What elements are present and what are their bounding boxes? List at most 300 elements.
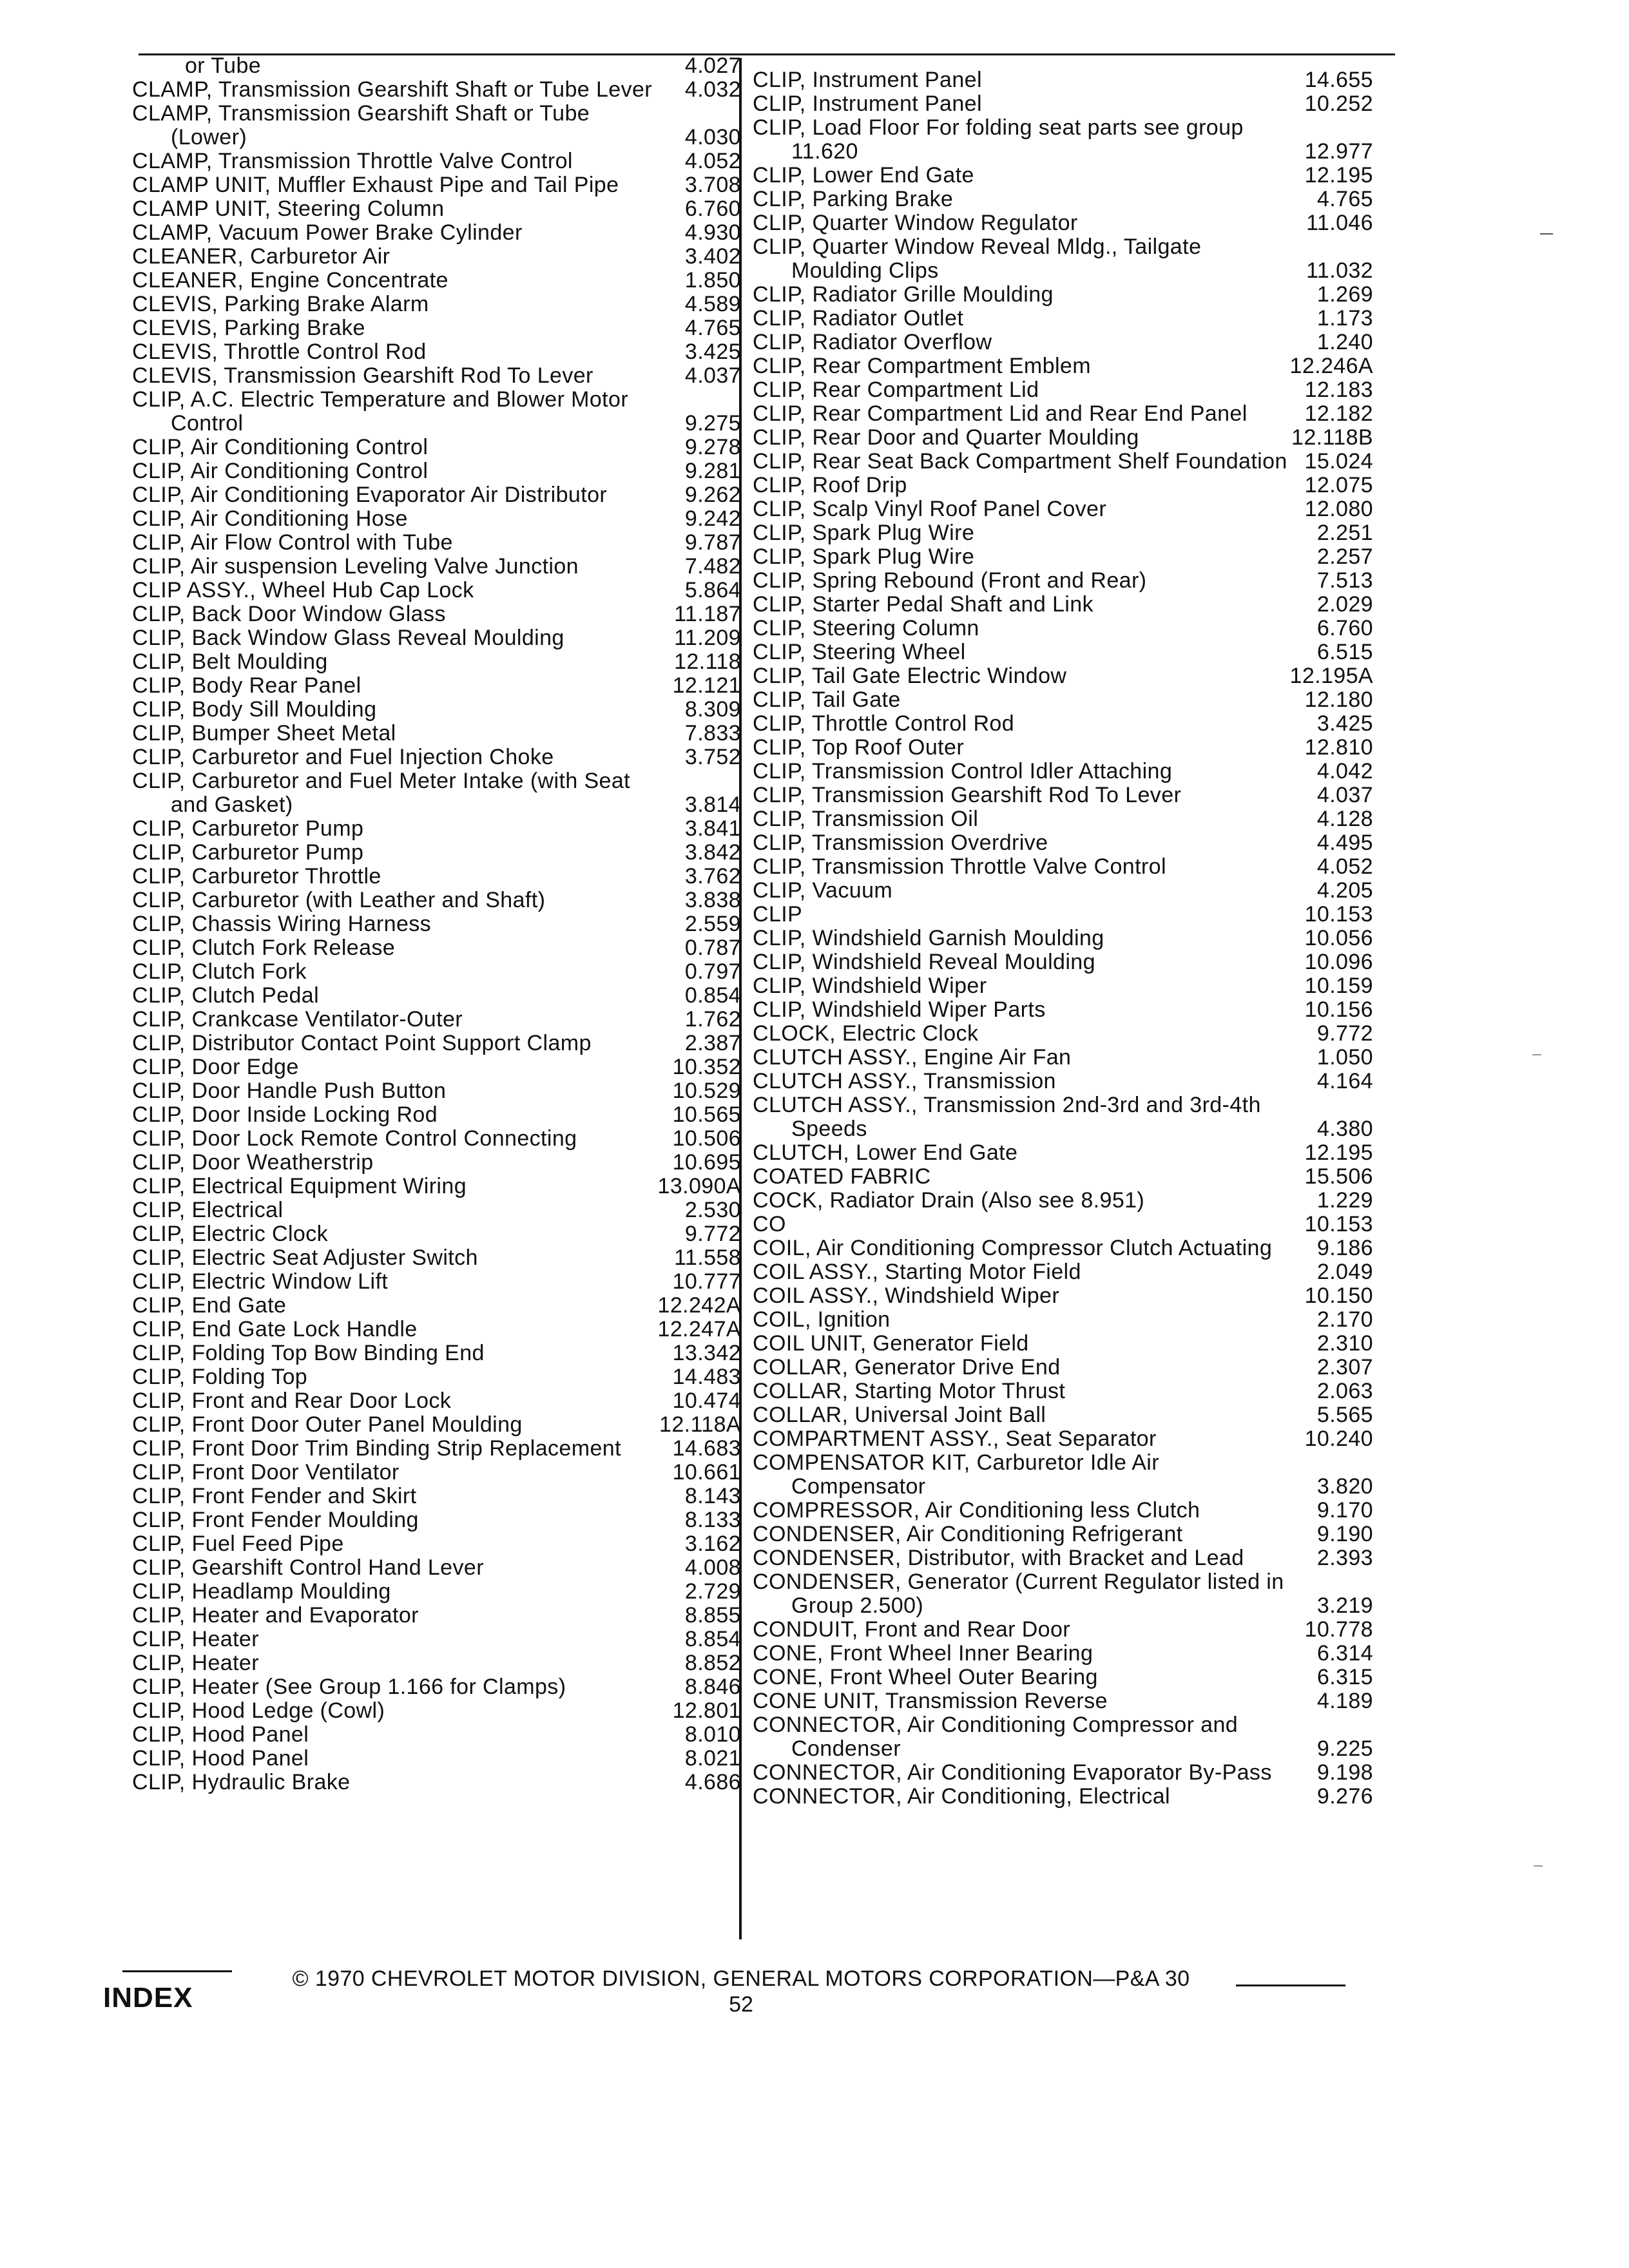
entry-page-ref: 10.252 [1304,91,1373,116]
entry-text: CLEANER, Engine Concentrate [132,268,448,293]
index-entry [753,783,1373,807]
index-entry [753,497,1373,521]
entry-page-ref: 2.063 [1316,1379,1373,1403]
index-entry [132,507,741,531]
entry-text: CLUTCH, Lower End Gate [753,1140,1018,1165]
entry-text: CONNECTOR, Air Conditioning, Electrical [753,1784,1170,1809]
entry-page-ref: 4.205 [1316,878,1373,903]
entry-page-ref: 12.118 [674,649,741,674]
entry-text: CLIP, Air Conditioning Control [132,459,429,483]
index-entry [132,984,741,1008]
entry-text: CLIP, Heater [132,1627,259,1651]
index-entry [753,1761,1373,1785]
index-entry [132,1246,741,1270]
entry-text: CLIP, Transmission Gearshift Rod To Lever [753,783,1182,807]
index-entry [753,1546,1373,1570]
index-entry [753,1356,1373,1379]
footer-rule-left [122,1970,232,1972]
entry-page-ref: 3.842 [684,840,741,865]
index-entry [132,579,741,602]
index-entry [753,1499,1373,1523]
entry-text: CLIP, Quarter Window Regulator [753,211,1078,235]
index-entry [753,950,1373,974]
entry-page-ref: 12.810 [1304,735,1373,760]
entry-page-ref: 3.402 [684,244,741,269]
entry-text: COIL UNIT, Generator Field [753,1331,1029,1356]
entry-page-ref: 8.021 [684,1746,741,1771]
entry-page-ref: 7.482 [684,554,741,579]
index-entry [132,1485,741,1508]
entry-page-ref: 3.425 [684,340,741,364]
entry-text: CLOCK, Electric Clock [753,1021,979,1046]
entry-text: CLIP, Spring Rebound (Front and Rear) [753,568,1147,593]
entry-text: CLIP, Spark Plug Wire [753,544,975,569]
entry-page-ref: 7.513 [1316,568,1373,593]
entry-page-ref: 15.024 [1304,449,1373,474]
entry-page-ref: 3.814 [684,793,741,817]
entry-text: CLIP, Roof Drip [753,473,907,497]
index-entry [753,664,1373,688]
entry-page-ref: 10.056 [1304,926,1373,950]
entry-page-ref: 10.352 [672,1055,741,1079]
index-entry [753,1165,1373,1189]
entry-text: CLIP, Fuel Feed Pipe [132,1532,344,1556]
entry-text: CLIP, Radiator Overflow [753,330,992,354]
entry-text: COIL, Ignition [753,1307,891,1332]
entry-text: CLIP, A.C. Electric Temperature and Blower Motor Control [132,387,635,436]
entry-page-ref: 12.080 [1304,497,1373,521]
entry-text: CLIP, Belt Moulding [132,649,328,674]
index-entry [132,388,741,436]
index-entry [753,1403,1373,1427]
entry-page-ref: 4.042 [1316,759,1373,783]
entry-text: CLIP, Front Door Ventilator [132,1460,400,1485]
index-entry [753,807,1373,831]
entry-text: COLLAR, Starting Motor Thrust [753,1379,1066,1403]
entry-text: CLIP [753,902,803,927]
entry-text: CLIP, Instrument Panel [753,91,982,116]
index-entry [753,617,1373,640]
entry-text: CLIP ASSY., Wheel Hub Cap Lock [132,578,474,602]
index-entry [753,1141,1373,1165]
entry-text: CLIP, Front Door Outer Panel Moulding [132,1412,523,1437]
index-entry [132,674,741,698]
index-entry [132,173,741,197]
entry-page-ref: 1.173 [1316,306,1373,331]
index-entry [132,197,741,221]
entry-page-ref: 3.162 [684,1532,741,1556]
index-entry [753,1451,1373,1499]
entry-text: CLIP, Carburetor Pump [132,840,364,865]
entry-page-ref: 10.506 [672,1126,741,1151]
index-entry [132,531,741,555]
entry-page-ref: 12.121 [672,673,741,698]
entry-text: CLIP, Scalp Vinyl Roof Panel Cover [753,497,1107,521]
entry-page-ref: 9.276 [1316,1784,1373,1809]
entry-page-ref: 8.133 [684,1508,741,1532]
index-entry [753,831,1373,855]
index-entry [753,307,1373,331]
entry-page-ref: 1.850 [684,268,741,293]
entry-page-ref: 9.262 [684,483,741,507]
entry-page-ref: 0.797 [684,959,741,984]
entry-text: CONDENSER, Generator (Current Regulator listed in Group 2.500) [753,1570,1291,1618]
entry-page-ref: 6.760 [684,197,741,221]
entry-text: CLIP, Electrical [132,1198,284,1222]
index-entry [753,545,1373,569]
index-entry [132,293,741,316]
entry-text: CONNECTOR, Air Conditioning Compressor and Condenser [753,1713,1244,1761]
entry-page-ref: 10.096 [1304,950,1373,974]
index-entry [132,1032,741,1055]
index-entry [753,712,1373,736]
index-entry [753,331,1373,354]
entry-text: CLIP, Electric Window Lift [132,1269,389,1294]
entry-text: CLIP, Windshield Wiper [753,974,987,998]
index-entry [753,736,1373,760]
index-entry [132,1723,741,1747]
entry-page-ref: 12.977 [1304,139,1373,164]
index-entry [132,1055,741,1079]
entry-page-ref: 10.156 [1304,997,1373,1022]
entry-text: CLIP, Heater (See Group 1.166 for Clamps) [132,1675,566,1699]
entry-text: COIL ASSY., Windshield Wiper [753,1283,1060,1308]
entry-page-ref: 10.150 [1304,1283,1373,1308]
entry-page-ref: 12.195 [1304,1140,1373,1165]
index-entry [132,1103,741,1127]
entry-page-ref: 11.558 [674,1245,741,1270]
entry-text: CLIP, Air Flow Control with Tube [132,530,453,555]
entry-page-ref: 10.778 [1304,1617,1373,1642]
entry-text: CLAMP UNIT, Muffler Exhaust Pipe and Tail Pipe [132,173,619,197]
entry-text: CLIP, Transmission Oil [753,807,979,831]
entry-text: CLIP, Front and Rear Door Lock [132,1389,452,1413]
entry-text: CLIP, Throttle Control Rod [753,711,1015,736]
entry-page-ref: 12.801 [672,1698,741,1723]
entry-page-ref: 12.075 [1304,473,1373,497]
entry-page-ref: 12.195 [1304,163,1373,187]
entry-text: CLEVIS, Parking Brake [132,316,365,340]
entry-page-ref: 0.854 [684,983,741,1008]
entry-text: CONE, Front Wheel Outer Bearing [753,1665,1098,1689]
entry-page-ref: 8.846 [684,1675,741,1699]
entry-text: CLIP, Quarter Window Reveal Mldg., Tailgate Moulding Clips [753,235,1208,283]
entry-text: CLIP, Body Sill Moulding [132,697,377,722]
footer-rule-right [1236,1984,1345,1986]
index-entry [753,640,1373,664]
entry-text: CONE, Front Wheel Inner Bearing [753,1641,1094,1666]
entry-page-ref: 2.729 [684,1579,741,1604]
entry-page-ref: 1.050 [1316,1045,1373,1070]
index-entry [753,1284,1373,1308]
index-entry [753,688,1373,712]
entry-page-ref: 14.655 [1304,68,1373,92]
entry-page-ref: 2.257 [1316,544,1373,569]
index-entry [132,865,741,889]
index-entry [753,211,1373,235]
index-entry [753,450,1373,474]
entry-page-ref: 8.854 [684,1627,741,1651]
entry-text: CLIP, Carburetor and Fuel Injection Choke [132,745,554,769]
entry-text: CLIP, Starter Pedal Shaft and Link [753,592,1094,617]
entry-page-ref: 2.251 [1316,521,1373,545]
index-entry [753,1523,1373,1546]
entry-text: CLAMP UNIT, Steering Column [132,197,445,221]
margin-mark [1532,1054,1541,1055]
index-entry [753,378,1373,402]
entry-page-ref: 9.198 [1316,1760,1373,1785]
index-entry [132,483,741,507]
entry-page-ref: 4.052 [1316,854,1373,879]
index-entry [132,102,741,149]
index-entry [132,1508,741,1532]
entry-text: CLIP, Folding Top Bow Binding End [132,1341,485,1365]
entry-text: CLUTCH ASSY., Engine Air Fan [753,1045,1072,1070]
index-entry [753,1070,1373,1093]
entry-page-ref: 4.027 [684,53,741,78]
index-entry [753,1236,1373,1260]
entry-text: CLIP, Door Handle Push Button [132,1079,447,1103]
entry-page-ref: 2.170 [1316,1307,1373,1332]
entry-page-ref: 4.052 [684,149,741,173]
entry-page-ref: 7.833 [684,721,741,745]
entry-text: CLEVIS, Transmission Gearshift Rod To Lever [132,363,593,388]
page-number: 52 [729,1992,753,2017]
entry-page-ref: 11.032 [1306,258,1373,283]
entry-text: CLIP, Back Window Glass Reveal Moulding [132,626,564,650]
index-entry [132,1270,741,1294]
index-entry [753,1260,1373,1284]
index-entry [753,1785,1373,1809]
index-entry [132,1651,741,1675]
entry-text: CONDENSER, Distributor, with Bracket and Lead [753,1546,1244,1570]
entry-text: CLIP, Electric Clock [132,1222,329,1246]
index-entry [132,316,741,340]
entry-text: CLIP, Vacuum [753,878,893,903]
entry-text: CLIP, Door Edge [132,1055,299,1079]
entry-page-ref: 3.425 [1316,711,1373,736]
index-entry [132,841,741,865]
entry-page-ref: 12.183 [1304,378,1373,402]
entry-page-ref: 0.787 [684,936,741,960]
entry-text: CLIP, Top Roof Outer [753,735,965,760]
entry-page-ref: 10.565 [672,1102,741,1127]
index-entry [753,760,1373,783]
entry-text: CLIP, Rear Compartment Lid [753,378,1039,402]
entry-page-ref: 4.032 [684,77,741,102]
index-entry [753,1427,1373,1451]
entry-text: CLIP, Bumper Sheet Metal [132,721,396,745]
index-entry [132,1198,741,1222]
entry-text: CLIP, Headlamp Moulding [132,1579,391,1604]
entry-page-ref: 3.841 [684,816,741,841]
entry-page-ref: 12.195A [1289,664,1373,688]
index-entry [132,1532,741,1556]
index-entry [753,1689,1373,1713]
index-entry [132,1294,741,1318]
entry-page-ref: 4.164 [1316,1069,1373,1093]
entry-text: CLIP, Electrical Equipment Wiring [132,1174,467,1198]
entry-text: CLIP, Clutch Fork Release [132,936,396,960]
entry-text: CLIP, Load Floor For folding seat parts see group 11.620 [753,115,1250,164]
entry-page-ref: 10.474 [672,1389,741,1413]
entry-page-ref: 9.170 [1316,1498,1373,1523]
entry-text: COMPENSATOR KIT, Carburetor Idle Air Compensator [753,1450,1166,1499]
index-entry [753,974,1373,998]
entry-page-ref: 8.143 [684,1484,741,1508]
entry-page-ref: 12.246A [1289,354,1373,378]
index-entry [132,769,741,817]
entry-text: CLIP, Steering Wheel [753,640,966,664]
entry-text: CLIP, Tail Gate [753,687,901,712]
index-section-label: INDEX [103,1982,193,2013]
entry-page-ref: 3.820 [1316,1474,1373,1499]
entry-page-ref: 6.315 [1316,1665,1373,1689]
index-entry [753,855,1373,879]
entry-text: CLIP, Lower End Gate [753,163,974,187]
index-entry [132,698,741,722]
entry-text: CLUTCH ASSY., Transmission 2nd-3rd and 3rd-4th Speeds [753,1093,1268,1141]
entry-page-ref: 2.029 [1316,592,1373,617]
index-entry [132,245,741,269]
entry-text: CLIP, Radiator Grille Moulding [753,282,1054,307]
entry-page-ref: 1.229 [1316,1188,1373,1213]
entry-page-ref: 8.010 [684,1722,741,1747]
entry-page-ref: 9.772 [1316,1021,1373,1046]
entry-text: CLIP, Windshield Garnish Moulding [753,926,1104,950]
entry-text: CLIP, Door Lock Remote Control Connecting [132,1126,577,1151]
index-entry [132,1008,741,1032]
index-entry [753,1189,1373,1213]
entry-text: CLIP, Clutch Fork [132,959,307,984]
index-entry [753,116,1373,164]
index-entry [132,1437,741,1461]
index-entry [753,998,1373,1022]
entry-page-ref: 12.118A [659,1412,741,1437]
entry-page-ref: 3.838 [684,888,741,912]
index-entry [753,927,1373,950]
entry-text: CLIP, Transmission Overdrive [753,831,1048,855]
entry-text: CLIP, Hood Panel [132,1746,309,1771]
index-entry [753,426,1373,450]
entry-page-ref: 9.225 [1316,1736,1373,1761]
entry-page-ref: 3.752 [684,745,741,769]
left-column [132,54,741,1794]
index-entry [132,555,741,579]
entry-text: CLIP, Carburetor Throttle [132,864,381,889]
entry-text: CLIP, Radiator Outlet [753,306,964,331]
entry-page-ref: 9.242 [684,506,741,531]
index-entry [132,889,741,912]
entry-text: CLIP, Back Door Window Glass [132,602,446,626]
index-entry [132,1222,741,1246]
index-entry [132,602,741,626]
index-entry [753,1308,1373,1332]
index-entry [132,221,741,245]
entry-page-ref: 3.708 [684,173,741,197]
entry-page-ref: 12.242A [657,1293,741,1318]
entry-page-ref: 12.118B [1291,425,1373,450]
entry-text: CLIP, End Gate Lock Handle [132,1317,418,1341]
entry-text: CLIP, Front Door Trim Binding Strip Replacement [132,1436,621,1461]
index-entry [753,1642,1373,1666]
entry-text: CLIP, Folding Top [132,1365,308,1389]
entry-page-ref: 4.030 [684,125,741,149]
index-entry [753,569,1373,593]
index-entry [132,912,741,936]
entry-text: CLIP, Crankcase Ventilator-Outer [132,1007,463,1032]
entry-text: CLIP, Hood Ledge (Cowl) [132,1698,385,1723]
entry-text: CLAMP, Vacuum Power Brake Cylinder [132,220,523,245]
entry-page-ref: 13.090A [657,1174,741,1198]
index-entry [132,960,741,984]
index-entry [753,474,1373,497]
entry-page-ref: 9.281 [684,459,741,483]
entry-text: COMPARTMENT ASSY., Seat Separator [753,1427,1157,1451]
index-entry [753,187,1373,211]
entry-page-ref: 4.189 [1316,1689,1373,1713]
index-entry [132,1771,741,1794]
entry-text: CLIP, Windshield Wiper Parts [753,997,1046,1022]
margin-mark [1540,233,1553,235]
index-entry [132,1079,741,1103]
index-entry [132,459,741,483]
entry-text: CLIP, Electric Seat Adjuster Switch [132,1245,478,1270]
entry-page-ref: 10.153 [1304,1212,1373,1236]
entry-page-ref: 8.852 [684,1651,741,1675]
index-entry [132,436,741,459]
entry-text: CLIP, Body Rear Panel [132,673,361,698]
entry-text: CLUTCH ASSY., Transmission [753,1069,1056,1093]
index-entry [132,650,741,674]
entry-text: CLIP, Air Conditioning Hose [132,506,408,531]
index-entry [132,1341,741,1365]
index-entry [753,1713,1373,1761]
entry-page-ref: 10.661 [672,1460,741,1485]
index-entry [132,1127,741,1151]
index-entry [753,1022,1373,1046]
entry-text: CLIP, Instrument Panel [753,68,982,92]
entry-text: CLIP, Carburetor and Fuel Meter Intake (with Seat and Gasket) [132,769,637,817]
entry-page-ref: 3.219 [1316,1593,1373,1618]
entry-text: CLIP, Air Conditioning Control [132,435,429,459]
index-entry [753,1666,1373,1689]
entry-text: CLEVIS, Throttle Control Rod [132,340,427,364]
entry-page-ref: 9.275 [684,411,741,436]
entry-text: CLAMP, Transmission Gearshift Shaft or Tube Lever [132,77,652,102]
entry-page-ref: 14.483 [672,1365,741,1389]
entry-text: CO [753,1212,786,1236]
entry-page-ref: 10.695 [672,1150,741,1175]
index-entry [132,1699,741,1723]
entry-page-ref: 4.765 [1316,187,1373,211]
entry-text: CONE UNIT, Transmission Reverse [753,1689,1108,1713]
index-entry [132,78,741,102]
right-column [753,68,1373,1809]
index-entry [753,1093,1373,1141]
entry-page-ref: 3.762 [684,864,741,889]
index-entry [132,1675,741,1699]
entry-text: CLIP, Rear Compartment Lid and Rear End Panel [753,401,1248,426]
index-entry [132,269,741,293]
index-entry [753,1046,1373,1070]
entry-text: CONNECTOR, Air Conditioning Evaporator By-Pass [753,1760,1272,1785]
entry-page-ref: 6.515 [1316,640,1373,664]
entry-page-ref: 4.380 [1316,1117,1373,1141]
entry-page-ref: 4.037 [1316,783,1373,807]
entry-text: CLIP, Carburetor Pump [132,816,364,841]
index-entry [753,903,1373,927]
